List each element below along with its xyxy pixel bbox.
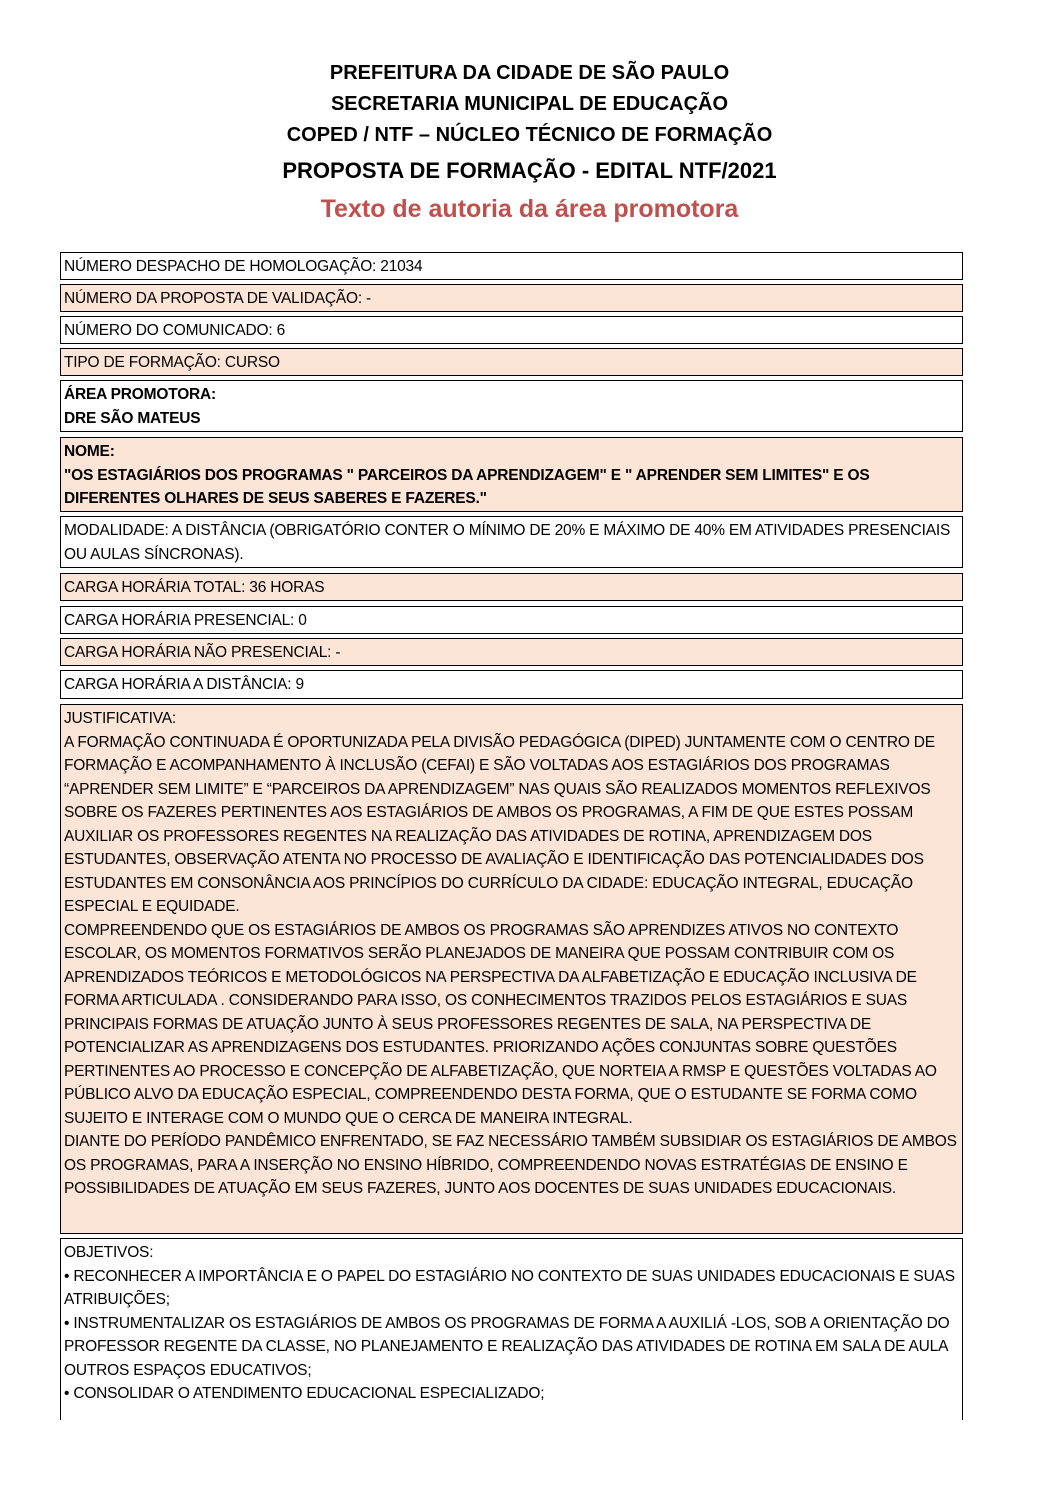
field-area-promotora [60, 380, 963, 432]
document-subtitle: Texto de autoria da área promotora [320, 195, 739, 223]
justificativa-section [60, 704, 963, 1234]
justificativa-paragraph-2: COMPREENDENDO QUE OS ESTAGIÁRIOS DE AMBOS OS PROGRAMAS SÃO APRENDIZES ATIVOS NO CONTEXTO ESCOLAR, OS MOMENTOS FORMATIVOS SERÃO PLANEJADOS DE MANEIRA QUE POSSAM CONTRIBUIR COM OS APRENDIZADOS TEÓRICOS E METODOLÓGICOS NA PERSPECTIVA DA ALFABETIZAÇÃO E EDUCAÇÃO INCLUSIVA DE FORMA ARTICULADA . CONSIDERANDO PARA ISSO, OS CONHECIMENTOS TRAZIDOS PELOS ESTAGIÁRIOS E SUAS PRINCIPAIS FORMAS DE ATUAÇÃO JUNTO À SEUS PROFESSORES REGENTES DE SALA, NA PERSPECTIVA DE POTENCIALIZAR AS APRENDIZAGENS DOS ESTUDANTES. PRIORIZANDO AÇÕES CONJUNTAS SOBRE QUESTÕES PERTINENTES AO PROCESSO E CONCEPÇÃO DE ALFABETIZAÇÃO, QUE NORTEIA A RMSP E QUESTÕES VOLTADAS AO PÚBLICO ALVO DA EDUCAÇÃO ESPECIAL, COMPREENDENDO DESTA FORMA, QUE O ESTUDANTE SE FORMA COMO SUJEITO E INTERAGE COM O MUNDO QUE O CERCA DE MANEIRA INTEGRAL. [64, 921, 937, 1127]
nome-label: NOME: [64, 443, 115, 460]
nome-value: "OS ESTAGIÁRIOS DOS PROGRAMAS " PARCEIROS DA APRENDIZAGEM" E " APRENDER SEM LIMITES" E OS DIFERENTES OLHARES DE SEUS SABERES E FAZERES." [64, 466, 870, 507]
document-title: PROPOSTA DE FORMAÇÃO - EDITAL NTF/2021 [282, 158, 777, 183]
field-nome [60, 437, 963, 512]
field-validacao: NÚMERO DA PROPOSTA DE VALIDAÇÃO: - [60, 284, 963, 312]
header-line-3: COPED / NTF – NÚCLEO TÉCNICO DE FORMAÇÃO [286, 124, 773, 146]
field-carga-distancia: CARGA HORÁRIA A DISTÂNCIA: 9 [60, 670, 963, 699]
field-carga-presencial: CARGA HORÁRIA PRESENCIAL: 0 [60, 606, 963, 634]
objetivos-label: OBJETIVOS: [64, 1244, 154, 1261]
area-value: DRE SÃO MATEUS [64, 409, 201, 427]
justificativa-paragraph-3: DIANTE DO PERÍODO PANDÊMICO ENFRENTADO, SE FAZ NECESSÁRIO TAMBÉM SUBSIDIAR OS ESTAGIÁRIOS DE AMBOS OS PROGRAMAS, PARA A INSERÇÃO NO ENSINO HÍBRIDO, COMPREENDENDO NOVAS ESTRATÉGIAS DE ENSINO E POSSIBILIDADES DE ATUAÇÃO EM SEUS FAZERES, JUNTO AOS DOCENTES DE SUAS UNIDADES EDUCACIONAIS. [64, 1133, 957, 1197]
area-label: ÁREA PROMOTORA: [64, 386, 217, 403]
header-line-1: PREFEITURA DA CIDADE DE SÃO PAULO [329, 62, 730, 84]
objetivos-section [60, 1238, 963, 1420]
objetivo-item: • CONSOLIDAR O ATENDIMENTO EDUCACIONAL ESPECIALIZADO; [64, 1385, 545, 1402]
field-carga-total: CARGA HORÁRIA TOTAL: 36 HORAS [60, 573, 963, 601]
document-header [0, 58, 1059, 229]
objetivo-item: • INSTRUMENTALIZAR OS ESTAGIÁRIOS DE AMBOS OS PROGRAMAS DE FORMA A AUXILIÁ -LOS, SOB A ORIENTAÇÃO DO PROFESSOR REGENTE DA CLASSE, NO PLANEJAMENTO E REALIZAÇÃO DAS ATIVIDADES DE ROTINA EM SALA DE AULA OUTROS ESPAÇOS EDUCATIVOS; [64, 1314, 950, 1379]
field-despacho: NÚMERO DESPACHO DE HOMOLOGAÇÃO: 21034 [60, 252, 963, 280]
objetivo-item: • RECONHECER A IMPORTÂNCIA E O PAPEL DO ESTAGIÁRIO NO CONTEXTO DE SUAS UNIDADES EDUCACIONAIS E SUAS ATRIBUIÇÕES; [64, 1267, 955, 1308]
field-carga-nao-presencial: CARGA HORÁRIA NÃO PRESENCIAL: - [60, 638, 963, 666]
field-modalidade: MODALIDADE: A DISTÂNCIA (OBRIGATÓRIO CONTER O MÍNIMO DE 20% E MÁXIMO DE 40% EM ATIVIDADES PRESENCIAIS OU AULAS SÍNCRONAS). [60, 516, 963, 568]
header-line-2: SECRETARIA MUNICIPAL DE EDUCAÇÃO [330, 93, 729, 115]
field-comunicado: NÚMERO DO COMUNICADO: 6 [60, 316, 963, 344]
justificativa-paragraph-1: A FORMAÇÃO CONTINUADA É OPORTUNIZADA PELA DIVISÃO PEDAGÓGICA (DIPED) JUNTAMENTE COM O CENTRO DE FORMAÇÃO E ACOMPANHAMENTO À INCLUSÃO (CEFAI) E SÃO VOLTADAS AOS ESTAGIÁRIOS DOS PROGRAMAS “APRENDER SEM LIMITE” E “PARCEIROS DA APRENDIZAGEM” NAS QUAIS SÃO REALIZADOS MOMENTOS REFLEXIVOS SOBRE OS FAZERES PERTINENTES AOS ESTAGIÁRIOS DE AMBOS OS PROGRAMAS, A FIM DE QUE ESTES POSSAM AUXILIAR OS PROFESSORES REGENTES NA REALIZAÇÃO DAS ATIVIDADES DE ROTINA, APRENDIZAGEM DOS ESTUDANTES, OBSERVAÇÃO ATENTA NO PROCESSO DE AVALIAÇÃO E IDENTIFICAÇÃO DAS POTENCIALIDADES DOS ESTUDANTES EM CONSONÂNCIA AOS PRINCÍPIOS DO CURRÍCULO DA CIDADE: EDUCAÇÃO INTEGRAL, EDUCAÇÃO ESPECIAL E EQUIDADE. [64, 733, 935, 915]
justificativa-label: JUSTIFICATIVA: [64, 710, 177, 727]
field-tipo: TIPO DE FORMAÇÃO: CURSO [60, 348, 963, 376]
